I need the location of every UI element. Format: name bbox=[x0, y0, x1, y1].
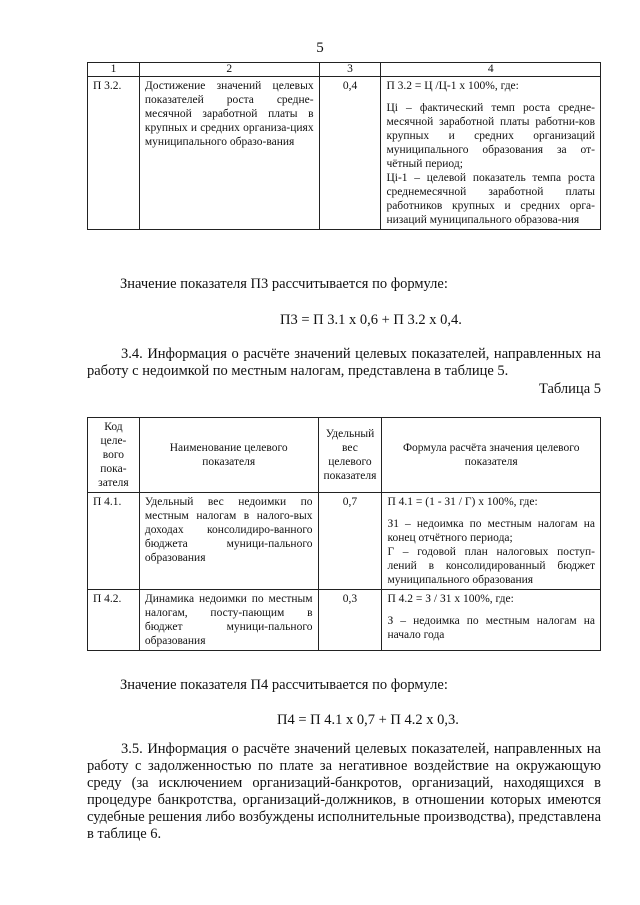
formula-explanation: З – недоимка по местным налогам на начало года bbox=[387, 615, 595, 641]
indicator-formula-cell bbox=[382, 590, 601, 651]
indicator-name: Достижение значений целевых показателей роста средне-месячной заработной платы в крупных и средних организа-циях муниципального образо-вания bbox=[139, 77, 319, 230]
formula-p4: П4 = П 4.1 х 0,7 + П 4.2 х 0,3. bbox=[277, 712, 459, 728]
paragraph-3-4: 3.4. Информация о расчёте значений целевых показателей, направленных на работу с недоимкой по местным налогам, представлена в таблице 5. bbox=[87, 346, 601, 379]
indicator-code: П 4.2. bbox=[88, 590, 140, 651]
formula-explanation: Г – годовой план налоговых поступ-лений в консолидированный бюджет муниципального образования bbox=[387, 546, 595, 586]
formula-p3: П3 = П 3.1 х 0,6 + П 3.2 х 0,4. bbox=[280, 312, 462, 328]
formula-intro-text: Значение показателя П4 рассчитывается по формуле: bbox=[120, 677, 448, 693]
formula-explanation: Цi – фактический темп роста средне-месячной заработной платы работни-ков крупных и средних организаций муниципального образования за от-чётный период; bbox=[386, 102, 595, 170]
formula-explanation: З1 – недоимка по местным налогам на конец отчётного периода; bbox=[387, 518, 595, 544]
col-number: 3 bbox=[319, 63, 381, 77]
page-number: 5 bbox=[316, 40, 324, 56]
header-name: Наименование целевого показателя bbox=[139, 418, 318, 493]
table-caption: Таблица 5 bbox=[538, 381, 601, 397]
indicator-weight: 0,7 bbox=[318, 493, 382, 590]
formula-text: П 4.1 = (1 - З1 / Г) х 100%, где: bbox=[387, 496, 538, 508]
table-header-row bbox=[88, 418, 601, 493]
paragraph-3-5: 3.5. Информация о расчёте значений целевых показателей, направленных на работу с задолженностью по плате за негативное воздействие на окружающую среду (за исключением организаций-банкротов, организаций, находящихся в процедуре банкротства, организаций-должников, в отношении которых имеются судебные решения либо возбуждены исполнительные производства), представлена в таблице 6. bbox=[87, 741, 601, 842]
table-4-continuation bbox=[87, 62, 601, 230]
indicator-formula-cell bbox=[381, 77, 601, 230]
indicator-name: Удельный вес недоимки по местным налогам в налого-вых доходах консолидиро-ванного бюджета муници-пального образования bbox=[139, 493, 318, 590]
table-5 bbox=[87, 417, 601, 651]
header-code: Код целе-вого пока-зателя bbox=[88, 418, 140, 493]
indicator-weight: 0,4 bbox=[319, 77, 381, 230]
indicator-code: П 3.2. bbox=[88, 77, 140, 230]
col-number: 4 bbox=[381, 63, 601, 77]
indicator-formula-cell bbox=[382, 493, 601, 590]
formula-intro-text: Значение показателя П3 рассчитывается по формуле: bbox=[120, 276, 448, 292]
col-number: 1 bbox=[88, 63, 140, 77]
table-row bbox=[88, 77, 601, 230]
table-header-row bbox=[88, 63, 601, 77]
header-weight: Удельный вес целевого показателя bbox=[318, 418, 382, 493]
indicator-name: Динамика недоимки по местным налогам, посту-пающим в бюджет муници-пального образования bbox=[139, 590, 318, 651]
indicator-weight: 0,3 bbox=[318, 590, 382, 651]
table-row bbox=[88, 590, 601, 651]
col-number: 2 bbox=[139, 63, 319, 77]
indicator-code: П 4.1. bbox=[88, 493, 140, 590]
formula-explanation: Цi-1 – целевой показатель темпа роста среднемесячной заработной платы работников крупных и средних орга-низаций муниципального образова-ния bbox=[386, 172, 595, 226]
header-formula: Формула расчёта значения целевого показателя bbox=[382, 418, 601, 493]
formula-text: П 3.2 = Ц /Ц-1 х 100%, где: bbox=[386, 80, 519, 92]
table-row bbox=[88, 493, 601, 590]
formula-text: П 4.2 = З / З1 х 100%, где: bbox=[387, 593, 514, 605]
